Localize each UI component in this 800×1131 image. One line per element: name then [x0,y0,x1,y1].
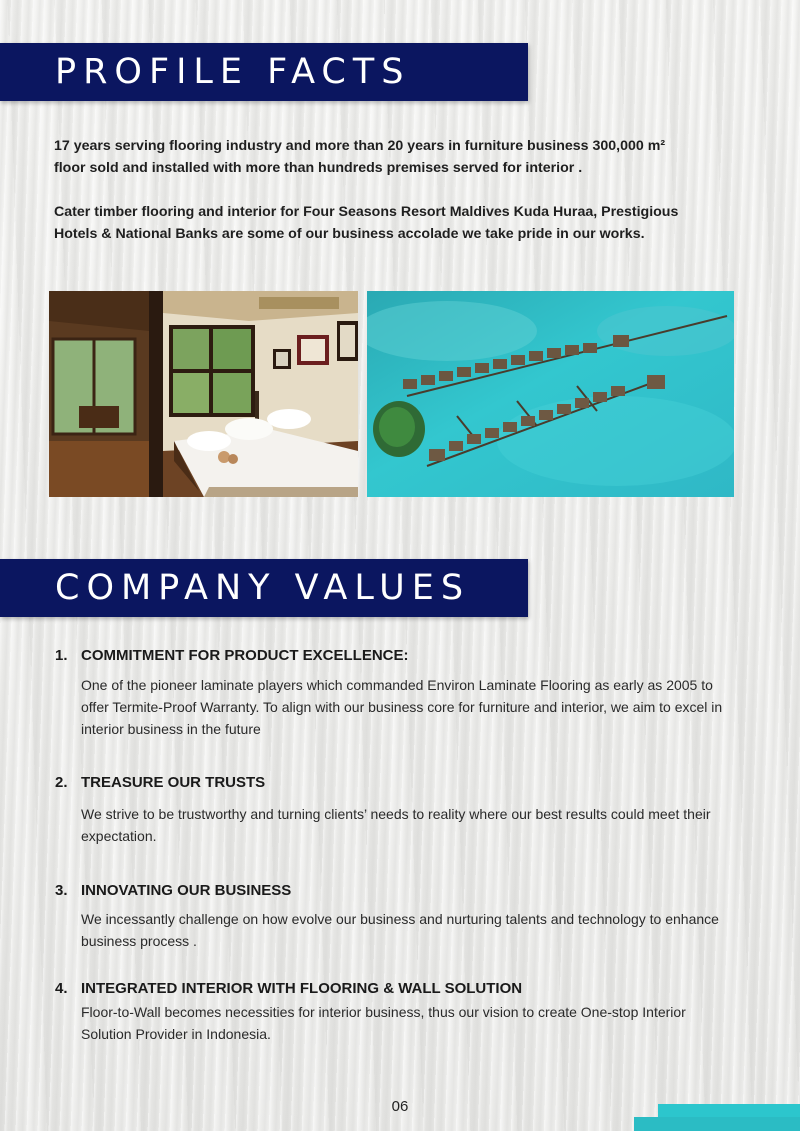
value-heading: TREASURE OUR TRUSTS [81,774,266,791]
value-heading: INNOVATING OUR BUSINESS [81,882,292,899]
value-heading: INTEGRATED INTERIOR WITH FLOORING & WALL SOLUTION [81,980,523,997]
profile-paragraph-2: Cater timber flooring and interior for Four Seasons Resort Maldives Kuda Huraa, Prestigious Hotels & National Banks are some of our business accolade we take pride in our works. [54,204,679,242]
profile-facts-banner [0,43,528,101]
value-number: 1. [55,647,68,664]
value-description: We incessantly challenge on how evolve our business and nurturing talents and technology to enhance business process . [81,911,719,949]
value-description: We strive to be trustworthy and turning clients’ needs to reality where our best results could meet their expectation. [81,806,711,844]
hotel-room-photo [49,291,358,497]
corner-accent-bar-lower [634,1117,800,1131]
company-values-banner [0,559,528,617]
profile-paragraph-1: 17 years serving flooring industry and more than 20 years in furniture business 300,000 m² floor sold and installed with more than hundreds premises served for interior . [54,138,666,176]
page-number: 06 [391,1098,409,1115]
value-description: One of the pioneer laminate players which commanded Environ Laminate Flooring as early as 2005 to offer Termite-Proof Warranty. To align with our business core for furniture and interior, we aim to excel in interior business in the future [81,677,723,737]
aerial-resort-photo [367,291,734,497]
profile-facts-title: PROFILE FACTS [55,52,411,92]
value-number: 4. [55,980,68,997]
value-number: 3. [55,882,68,899]
value-number: 2. [55,774,68,791]
value-heading: COMMITMENT FOR PRODUCT EXCELLENCE: [81,647,409,664]
value-description: Floor-to-Wall becomes necessities for interior business, thus our vision to create One-stop Interior Solution Provider in Indonesia. [81,1004,686,1042]
company-values-title: COMPANY VALUES [55,568,471,608]
